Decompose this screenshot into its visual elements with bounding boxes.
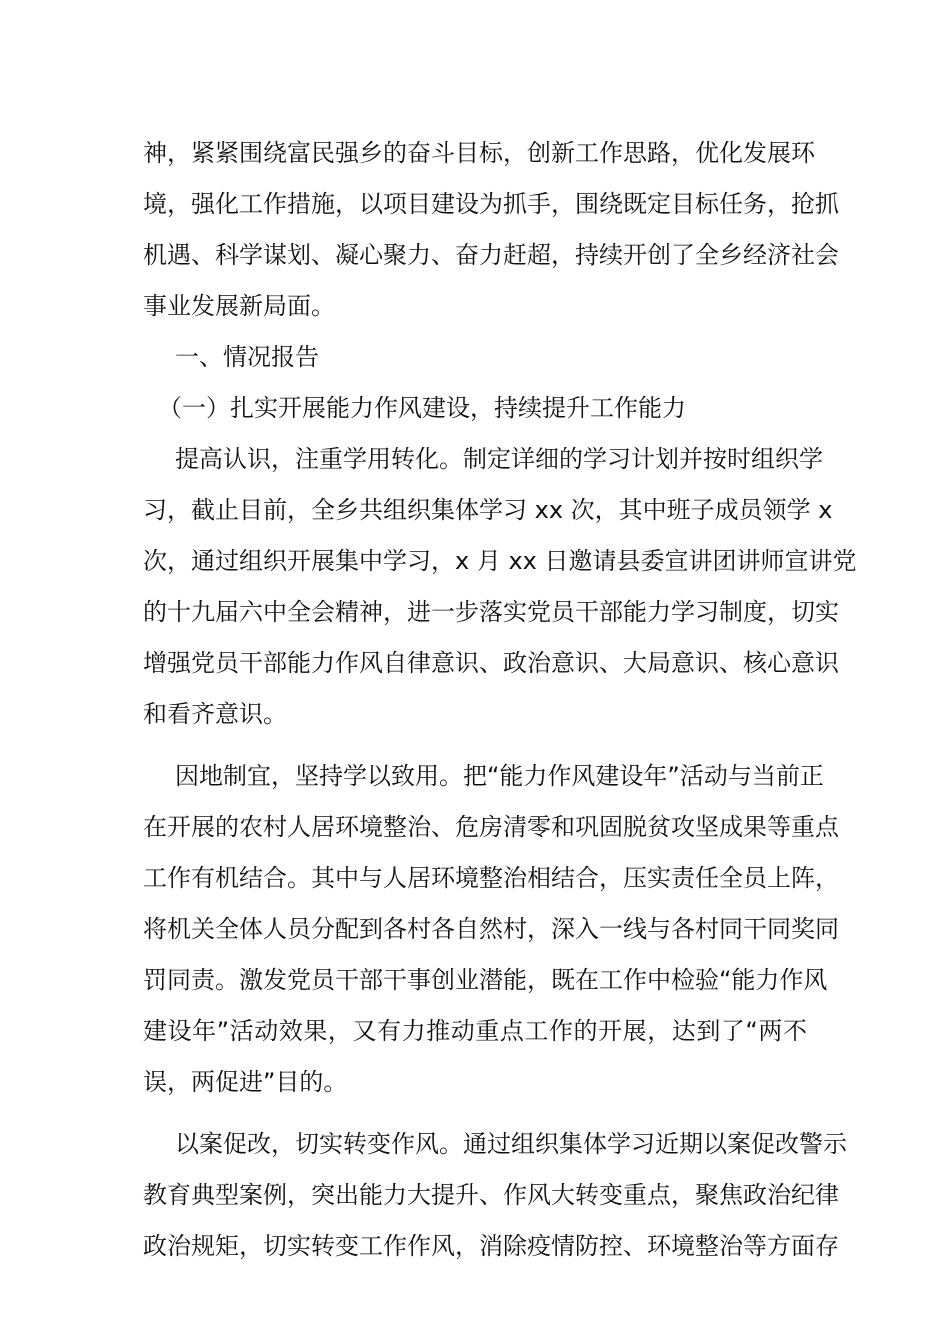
body-line: 和看齐意识。 (143, 700, 287, 728)
body-line: 次，通过组织开展集中学习，x 月 xx 日邀请县委宣讲团讲师宣讲党 (143, 547, 857, 575)
body-line: 以案促改，切实转变作风。通过组织集体学习近期以案促改警示 (175, 1130, 847, 1158)
body-line: 增强党员干部能力作风自律意识、政治意识、大局意识、核心意识 (143, 649, 839, 677)
body-line: 建设年”活动效果，又有力推动重点工作的开展，达到了“两不 (143, 1017, 807, 1045)
body-line: 罚同责。激发党员干部干事创业潜能，既在工作中检验“能力作风 (143, 966, 828, 994)
body-line: 教育典型案例，突出能力大提升、作风大转变重点，聚焦政治纪律 (143, 1181, 839, 1209)
body-line: 神，紧紧围绕富民强乡的奋斗目标，创新工作思路，优化发展环 (143, 139, 815, 167)
section-heading: 一、情况报告 (175, 343, 319, 371)
body-line: 机遇、科学谋划、凝心聚力、奋力赶超，持续开创了全乡经济社会 (143, 241, 839, 269)
body-line: 的十九届六中全会精神，进一步落实党员干部能力学习制度，切实 (143, 598, 839, 626)
body-line: 工作有机结合。其中与人居环境整治相结合，压实责任全员上阵， (143, 864, 839, 892)
body-line: 误，两促进”目的。 (143, 1068, 348, 1096)
body-line: 习，截止目前，全乡共组织集体学习 xx 次，其中班子成员领学 x (143, 496, 833, 524)
body-line: 将机关全体人员分配到各村各自然村，深入一线与各村同干同奖同 (143, 915, 839, 943)
subsection-heading: （一）扎实开展能力作风建设，持续提升工作能力 (158, 394, 686, 422)
body-line: 提高认识，注重学用转化。制定详细的学习计划并按时组织学 (175, 445, 823, 473)
body-line: 事业发展新局面。 (143, 292, 335, 320)
body-line: 在开展的农村人居环境整治、危房清零和巩固脱贫攻坚成果等重点 (143, 813, 839, 841)
body-line: 政治规矩，切实转变工作作风，消除疫情防控、环境整治等方面存 (143, 1232, 839, 1260)
body-line: 境，强化工作措施，以项目建设为抓手，围绕既定目标任务，抢抓 (143, 190, 839, 218)
body-line: 因地制宜，坚持学以致用。把“能力作风建设年”活动与当前正 (175, 762, 824, 790)
